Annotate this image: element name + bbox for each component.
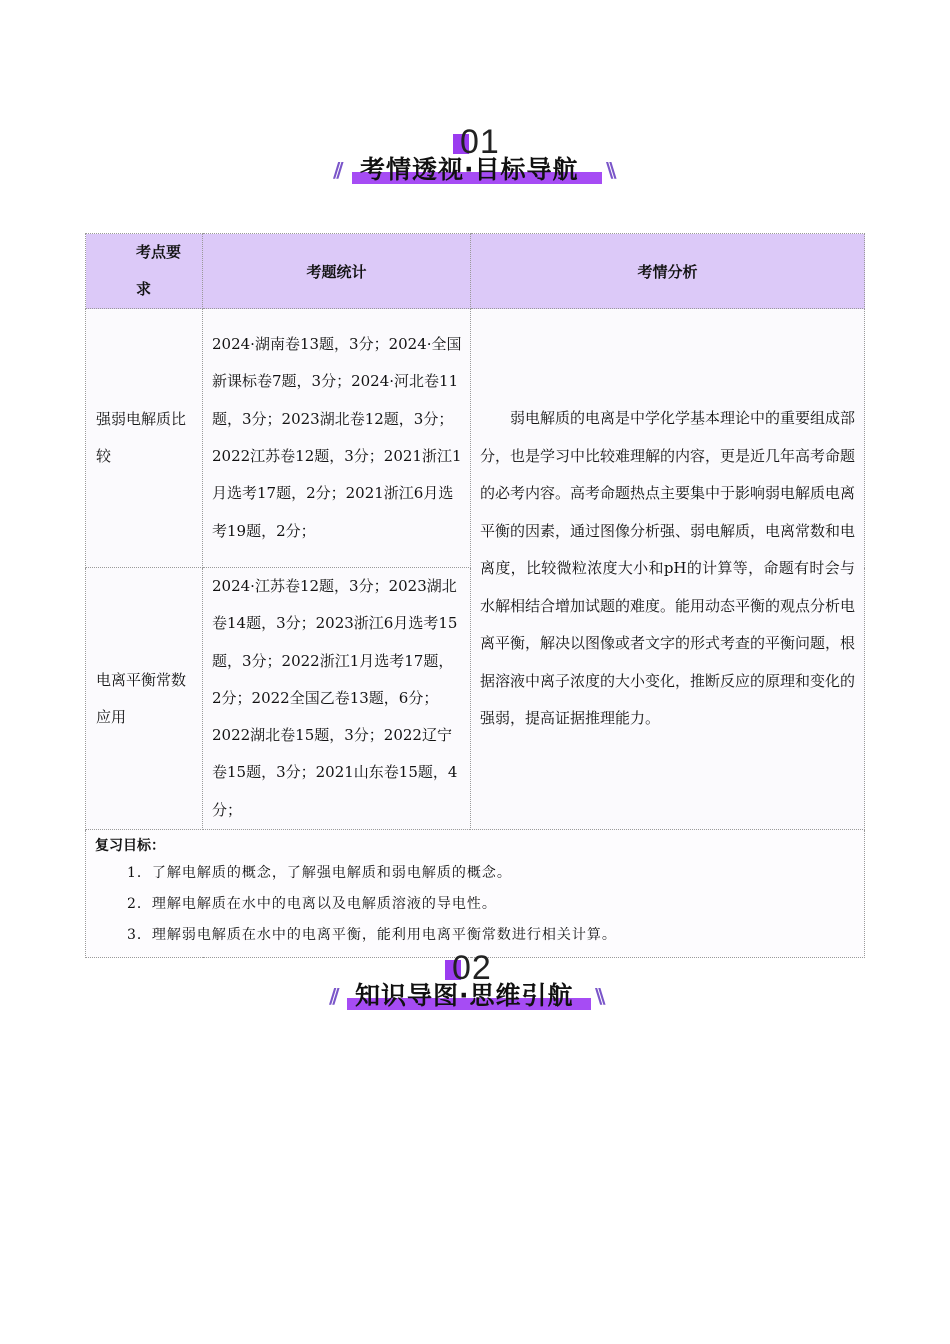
goals-cell — [86, 830, 865, 958]
row-stats: 2024·湖南卷13题，3分；2024·全国新课标卷7题，3分；2024·河北卷11题，3分；2023湖北卷12题，3分；2022江苏卷12题，3分；2021浙江1月选考17题，2分；2021浙江6月选考19题，2分； — [203, 309, 471, 568]
decor-slash-right: \\ — [595, 984, 602, 1008]
row-point: 电离平衡常数应用 — [86, 568, 203, 830]
section-1-heading — [0, 122, 950, 212]
decor-slash-left: // — [333, 158, 340, 182]
goals-title: 复习目标： — [95, 838, 165, 855]
goal-item: 3．理解弱电解质在水中的电离平衡，能利用电离平衡常数进行相关计算。 — [127, 927, 617, 944]
goal-item: 1．了解电解质的概念，了解强电解质和弱电解质的概念。 — [127, 865, 512, 882]
row-stats: 2024·江苏卷12题，3分；2023湖北卷14题，3分；2023浙江6月选考15题，3分；2022浙江1月选考17题，2分；2022全国乙卷13题，6分；2022湖北卷15题，3分；2022辽宁卷15题，3分；2021山东卷15题，4分； — [203, 568, 471, 830]
decor-slash-right: \\ — [606, 158, 613, 182]
header-stats: 考题统计 — [203, 234, 471, 309]
analysis-text: 弱电解质的电离是中学化学基本理论中的重要组成部分，也是学习中比较难理解的内容，更是近几年高考命题的必考内容。高考命题热点主要集中于影响弱电解质电离平衡的因素，通过图像分析强、弱电解质，电离常数和电离度，比较微粒浓度大小和pH的计算等，命题有时会与水解相结合增加试题的难度。能用动态平衡的观点分析电离平衡，解决以图像或者文字的形式考查的平衡问题，根据溶液中离子浓度的大小变化，推断反应的原理和变化的强弱，提高证据推理能力。 — [480, 409, 856, 728]
section-number: 01 — [460, 123, 500, 161]
table-header-row — [86, 234, 865, 309]
goal-item: 2．理解电解质在水中的电离以及电解质溶液的导电性。 — [127, 896, 497, 913]
goals-row — [86, 830, 865, 958]
row-point: 强弱电解质比较 — [86, 309, 203, 568]
table-row — [86, 309, 865, 568]
section-title: 考情透视·目标导航 — [360, 155, 579, 184]
header-point: 考点要求 — [86, 234, 203, 309]
header-analysis: 考情分析 — [471, 234, 865, 309]
analysis-cell — [471, 309, 865, 830]
section-title: 知识导图·思维引航 — [355, 981, 574, 1010]
section-2-heading — [0, 948, 950, 1038]
exam-analysis-table — [85, 233, 865, 958]
decor-slash-left: // — [329, 984, 336, 1008]
section-number: 02 — [452, 949, 492, 987]
